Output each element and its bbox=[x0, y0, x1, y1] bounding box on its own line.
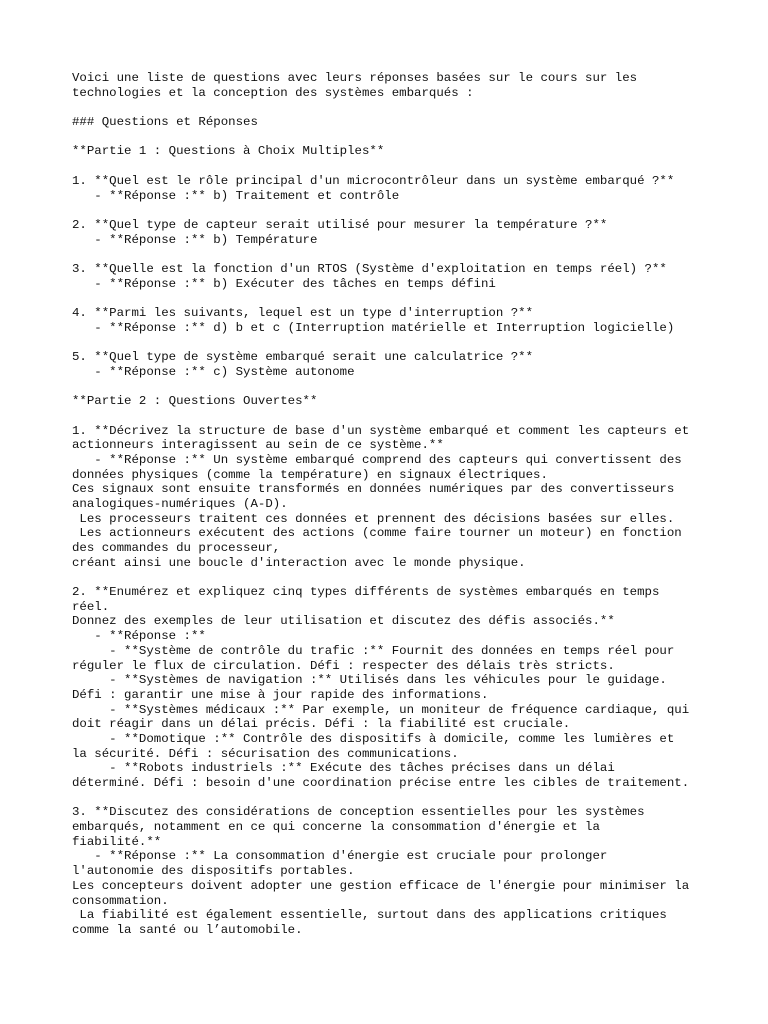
text-line: l'autonomie des dispositifs portables. bbox=[72, 864, 355, 879]
text-line: doit réagir dans un délai précis. Défi : la fiabilité est cruciale. bbox=[72, 717, 571, 732]
text-line: 1. **Quel est le rôle principal d'un microcontrôleur dans un système embarqué ?** bbox=[72, 173, 675, 188]
text-line: - **Réponse :** bbox=[72, 629, 206, 644]
text-line: Ces signaux sont ensuite transformés en données numériques par des convertisseurs bbox=[72, 482, 675, 497]
text-line: - **Réponse :** La consommation d'énergie est cruciale pour prolonger bbox=[72, 849, 608, 864]
text-line: 2. **Quel type de capteur serait utilisé pour mesurer la température ?** bbox=[72, 217, 608, 232]
text-line: réel. bbox=[72, 599, 110, 614]
text-line: - **Système de contrôle du trafic :** Fournit des données en temps réel pour bbox=[72, 643, 675, 658]
blank-line bbox=[72, 247, 752, 262]
text-line: réguler le flux de circulation. Défi : respecter des délais très stricts. bbox=[72, 658, 615, 673]
text-line: 4. **Parmi les suivants, lequel est un type d'interruption ?** bbox=[72, 306, 534, 320]
text-line: Les actionneurs exécutent des actions (comme faire tourner un moteur) en fonction bbox=[72, 526, 682, 541]
text-line: analogiques-numériques (A-D). bbox=[72, 496, 288, 511]
blank-line bbox=[72, 291, 752, 306]
blank-line bbox=[72, 335, 752, 350]
text-line: - **Réponse :** b) Traitement et contrôle bbox=[72, 188, 400, 203]
blank-line bbox=[72, 100, 752, 115]
text-line: - **Domotique :** Contrôle des dispositifs à domicile, comme les lumières et bbox=[72, 731, 675, 746]
text-line: données physiques (comme la température) en signaux électriques. bbox=[72, 467, 548, 482]
text-line: 1. **Décrivez la structure de base d'un système embarqué et comment les capteurs et bbox=[72, 423, 690, 438]
blank-line bbox=[72, 570, 752, 585]
text-line: - **Systèmes médicaux :** Par exemple, un moniteur de fréquence cardiaque, qui bbox=[72, 702, 690, 717]
text-line: **Partie 1 : Questions à Choix Multiples** bbox=[72, 144, 385, 159]
text-line: - **Réponse :** d) b et c (Interruption matérielle et Interruption logicielle) bbox=[72, 320, 675, 335]
document-body bbox=[72, 71, 752, 938]
blank-line bbox=[72, 159, 752, 174]
text-line: Défi : garantir une mise à jour rapide des informations. bbox=[72, 687, 489, 702]
text-line: - **Réponse :** b) Température bbox=[72, 232, 318, 247]
text-line: Les concepteurs doivent adopter une gestion efficace de l'énergie pour minimiser la bbox=[72, 878, 690, 893]
text-line: 3. **Discutez des considérations de conception essentielles pour les systèmes bbox=[72, 805, 645, 820]
text-line: - **Réponse :** b) Exécuter des tâches en temps défini bbox=[72, 276, 496, 291]
text-line: - **Systèmes de navigation :** Utilisés dans les véhicules pour le guidage. bbox=[72, 673, 667, 688]
text-line: La fiabilité est également essentielle, surtout dans des applications critiques bbox=[72, 908, 667, 923]
text-line: **Partie 2 : Questions Ouvertes** bbox=[72, 394, 318, 409]
text-line: créant ainsi une boucle d'interaction avec le monde physique. bbox=[72, 555, 526, 570]
text-line: déterminé. Défi : besoin d'une coordination précise entre les cibles de traitement. bbox=[72, 776, 690, 790]
text-line: la sécurité. Défi : sécurisation des communications. bbox=[72, 746, 459, 761]
text-line: Les processeurs traitent ces données et prennent des décisions basées sur elles. bbox=[72, 511, 675, 526]
text-line: fiabilité.** bbox=[72, 834, 162, 849]
blank-line bbox=[72, 130, 752, 145]
text-line: Donnez des exemples de leur utilisation et discutez des défis associés.** bbox=[72, 614, 615, 629]
document-page bbox=[72, 71, 752, 938]
text-line: 3. **Quelle est la fonction d'un RTOS (Système d'exploitation en temps réel) ?** bbox=[72, 261, 667, 276]
text-line: embarqués, notamment en ce qui concerne la consommation d'énergie et la bbox=[72, 820, 600, 835]
text-line: des commandes du processeur, bbox=[72, 541, 281, 555]
text-line: 2. **Enumérez et expliquez cinq types différents de systèmes embarqués en temps bbox=[72, 585, 660, 600]
blank-line bbox=[72, 203, 752, 218]
text-line: technologies et la conception des systèmes embarqués : bbox=[72, 85, 474, 100]
blank-line bbox=[72, 409, 752, 424]
blank-line bbox=[72, 791, 752, 806]
text-line: 5. **Quel type de système embarqué serait une calculatrice ?** bbox=[72, 350, 534, 365]
text-line: - **Robots industriels :** Exécute des tâches précises dans un délai bbox=[72, 761, 615, 776]
text-line: Voici une liste de questions avec leurs réponses basées sur le cours sur les bbox=[72, 71, 638, 85]
text-line: consommation. bbox=[72, 893, 169, 908]
blank-line bbox=[72, 379, 752, 394]
text-line: - **Réponse :** Un système embarqué comprend des capteurs qui convertissent des bbox=[72, 452, 682, 467]
text-line: comme la santé ou l’automobile. bbox=[72, 922, 303, 937]
text-line: ### Questions et Réponses bbox=[72, 115, 258, 130]
text-line: actionneurs interagissent au sein de ce système.** bbox=[72, 438, 444, 453]
text-line: - **Réponse :** c) Système autonome bbox=[72, 364, 355, 379]
